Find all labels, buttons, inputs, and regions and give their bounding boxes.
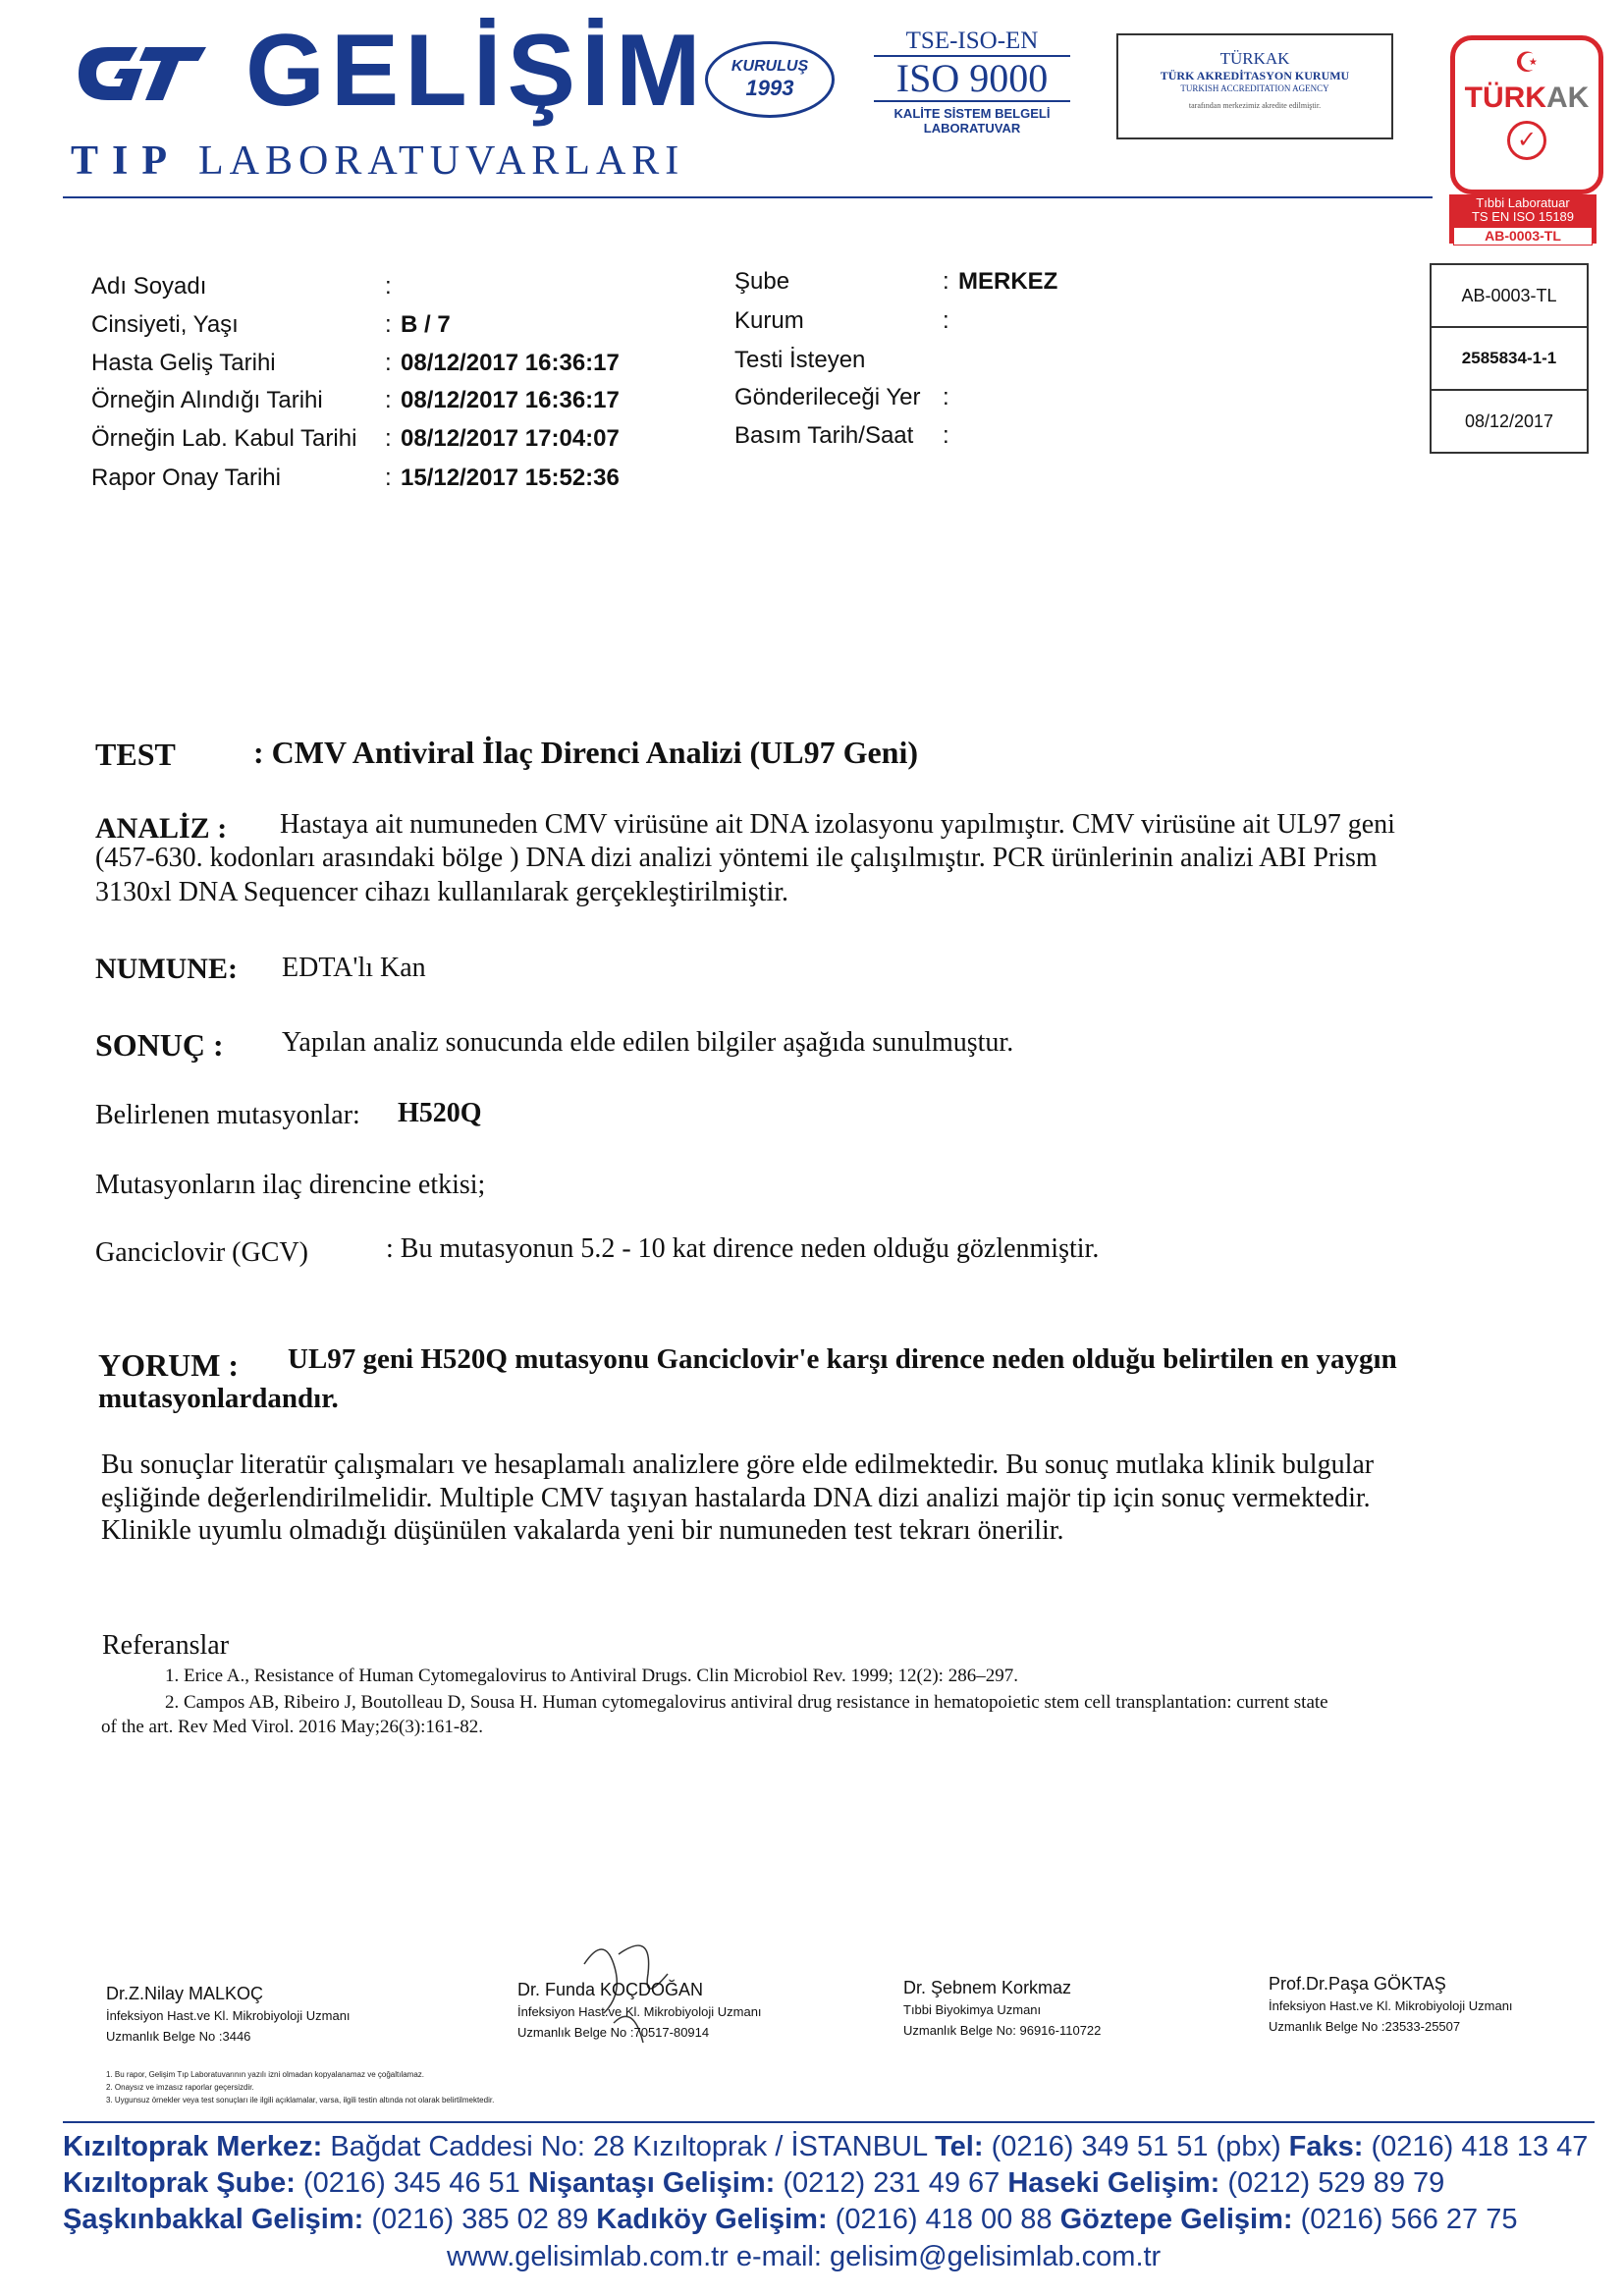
sample-date: 08/12/2017 [1464, 411, 1554, 431]
info-colon: : [943, 307, 949, 334]
test-label: TEST [95, 737, 176, 772]
signature-1 [106, 1984, 351, 2044]
info-label: Testi İsteyen [734, 347, 866, 373]
info-value: 08/12/2017 16:36:17 [401, 387, 620, 413]
info-value: 08/12/2017 16:36:17 [401, 350, 620, 376]
signer-name: Dr.Z.Nilay MALKOÇ [106, 1984, 264, 2003]
info-colon: : [943, 422, 949, 449]
info-row-institution [0, 301, 1375, 340]
info-row-requester [0, 341, 1375, 379]
brand-subtitle-tip: TIP [71, 138, 182, 184]
footer-text: (0216) 418 00 88 [827, 2204, 1060, 2235]
yorum-label: YORUM : [98, 1347, 240, 1383]
iso-number: ISO 9000 [874, 57, 1070, 102]
footer-label: Kadıköy Gelişim: [596, 2204, 828, 2235]
info-colon: : [385, 350, 392, 376]
numune-label: NUMUNE: [95, 953, 238, 985]
footer-text: (0216) 385 02 89 [363, 2204, 597, 2235]
sonuc-label: SONUÇ : [95, 1027, 224, 1063]
info-label: Kurum [734, 307, 804, 334]
signer-name: Dr. Şebnem Korkmaz [903, 1978, 1072, 1997]
info-label: Cinsiyeti, Yaşı [91, 311, 239, 338]
crescent-star-icon: ☪ [1514, 48, 1540, 79]
note-line-2: eşliğinde değerlendirilmelidir. Multiple CMV taşıyan hastalarda DNA dizi analizi majör tip için sonuç vermektedir. [101, 1483, 1371, 1513]
yorum-line-1: UL97 geni H520Q mutasyonu Ganciclovir'e karşı dirence neden olduğu belirtilen en yaygın [288, 1343, 1397, 1375]
signer-cert: Uzmanlık Belge No :70517-80914 [517, 2025, 710, 2040]
analiz-line-3: 3130xl DNA Sequencer cihazı kullanılarak gerçekleştirilmiştir. [95, 877, 789, 907]
turkak-standard-label [1449, 194, 1597, 244]
reference-2: 2. Campos AB, Ribeiro J, Boutolleau D, Sousa H. Human cytomegalovirus antiviral drug resistance in hematopoietic stem cell transplantation: current state [165, 1692, 1328, 1713]
footnote: 1. Bu rapor, Gelişim Tıp Laboratuvarının yazılı izni olmadan kopyalanamaz ve çoğaltılamaz. [106, 2070, 425, 2079]
footer-label: Faks: [1288, 2131, 1364, 2162]
reference-2-cont: of the art. Rev Med Virol. 2016 May;26(3):161-82. [101, 1717, 483, 1737]
footer-label: Haseki Gelişim: [1007, 2167, 1220, 2199]
turkak-logo-red: TÜRK [1464, 82, 1546, 114]
info-label: Basım Tarih/Saat [734, 422, 914, 449]
numune-value: EDTA'lı Kan [282, 953, 426, 983]
info-colon: : [385, 425, 392, 452]
footer-text: (0216) 418 13 47 [1363, 2131, 1589, 2162]
turkak-box-agency-en: TURKISH ACCREDITATION AGENCY [1180, 83, 1329, 93]
footer-divider [63, 2121, 1595, 2123]
footer-label: Göztepe Gelişim: [1059, 2204, 1293, 2235]
footer-text: Bağdat Caddesi No: 28 Kızıltoprak / İSTANBUL [322, 2131, 936, 2162]
info-label: Gönderileceği Yer [734, 384, 921, 410]
iso-quality-label: KALİTE SİSTEM BELGELİ [893, 105, 1051, 121]
reference-1: 1. Erice A., Resistance of Human Cytomegalovirus to Antiviral Drugs. Clin Microbiol Rev. 1999; 12(2): 286–297. [165, 1666, 1018, 1686]
info-label: Rapor Onay Tarihi [91, 465, 281, 491]
signature-2 [517, 1980, 762, 2040]
note-line-3: Klinikle uyumlu olmadığı düşünülen vakalarda yeni bir numuneden test tekrarı önerilir. [101, 1515, 1064, 1546]
info-label: Adı Soyadı [91, 273, 207, 300]
footer-line-2 [63, 2167, 1444, 2200]
founded-year: 1993 [745, 76, 794, 100]
info-label: Örneğin Lab. Kabul Tarihi [91, 425, 357, 452]
info-label: Şube [734, 268, 790, 295]
iso-standard-line: TSE-ISO-EN [874, 27, 1070, 57]
turkak-box-note: tarafından merkezimiz akredite edilmiştir. [1188, 101, 1322, 110]
analiz-label: ANALİZ : [95, 812, 228, 845]
drug-label: Ganciclovir (GCV) [95, 1237, 308, 1268]
turkak-box-title: TÜRKAK [1219, 49, 1290, 68]
info-value: 08/12/2017 17:04:07 [401, 425, 620, 452]
founded-badge [705, 41, 835, 118]
info-colon: : [385, 311, 392, 338]
footer-web-email[interactable]: www.gelisimlab.com.tr e-mail: gelisim@gelisimlab.com.tr [447, 2241, 1162, 2272]
brand-subtitle-lab: LABORATUVARLARI [198, 138, 685, 184]
mutation-value: H520Q [398, 1098, 482, 1128]
turkak-red-code: AB-0003-TL [1453, 227, 1593, 246]
signer-cert: Uzmanlık Belge No: 96916-110722 [903, 2023, 1102, 2038]
footer-label: Kızıltoprak Şube: [63, 2167, 296, 2199]
footnotes [106, 2068, 494, 2106]
analiz-line-1: Hastaya ait numuneden CMV virüsüne ait DNA izolasyonu yapılmıştır. CMV virüsüne ait UL97 geni [280, 809, 1395, 840]
info-row-branch [0, 262, 1375, 301]
footer-text: (0216) 345 46 51 [295, 2167, 528, 2199]
info-row-print-date [0, 416, 1375, 455]
footer-label: Tel: [935, 2131, 984, 2162]
info-colon: : [385, 465, 392, 491]
info-label: Örneğin Alındığı Tarihi [91, 387, 323, 413]
sample-number: 2585834-1-1 [1432, 328, 1587, 391]
sample-info-box [1430, 263, 1589, 454]
signer-cert: Uzmanlık Belge No :3446 [106, 2029, 251, 2044]
yorum-line-2: mutasyonlardandır. [98, 1383, 339, 1414]
accreditation-code: AB-0003-TL [1432, 265, 1587, 328]
footer-text: (0216) 349 51 51 (pbx) [983, 2131, 1289, 2162]
brand-logo-mark [69, 39, 206, 108]
references-title: Referanslar [102, 1630, 230, 1661]
iso-lab-label: LABORATUVAR [923, 120, 1021, 136]
info-colon: : [943, 268, 949, 295]
info-colon: : [943, 384, 949, 410]
checkmark-icon: ✓ [1507, 121, 1546, 160]
info-value: 15/12/2017 15:52:36 [401, 465, 620, 491]
sonuc-value: Yapılan analiz sonucunda elde edilen bilgiler aşağıda sunulmuştur. [282, 1027, 1014, 1058]
drug-effect: : Bu mutasyonun 5.2 - 10 kat dirence neden olduğu gözlenmiştir. [386, 1233, 1100, 1264]
signature-3 [903, 1978, 1101, 2038]
footer-line-1 [63, 2131, 1588, 2163]
effect-label: Mutasyonların ilaç direncine etkisi; [95, 1170, 486, 1200]
footer-text: (0212) 529 89 79 [1219, 2167, 1445, 2199]
footnote: 3. Uygunsuz örnekler veya test sonuçları ile ilgili açıklamalar, varsa, ilgili testin altında not olarak belirtilmektedir. [106, 2096, 495, 2105]
brand-name: GELİŞİM [245, 14, 707, 128]
info-colon: : [385, 273, 392, 300]
turkak-logo [1450, 35, 1603, 194]
info-row-destination [0, 378, 1375, 416]
turkak-red-line2: TS EN ISO 15189 [1471, 209, 1575, 224]
turkak-red-line1: Tıbbi Laboratuar [1476, 195, 1570, 210]
signer-role: İnfeksiyon Hast.ve Kl. Mikrobiyoloji Uzmanı [106, 2008, 351, 2023]
footer-label: Nişantaşı Gelişim: [527, 2167, 776, 2199]
turkak-logo-gray: AK [1545, 82, 1590, 114]
mutation-label: Belirlenen mutasyonlar: [95, 1100, 360, 1130]
footer-text: (0216) 566 27 75 [1292, 2204, 1518, 2235]
founded-label: KURULUŞ [731, 58, 809, 75]
patient-row-report-approval [0, 459, 687, 497]
header-divider [63, 196, 1433, 198]
iso-certification [874, 27, 1070, 136]
info-label: Hasta Geliş Tarihi [91, 350, 276, 376]
info-value: MERKEZ [958, 268, 1058, 295]
note-line-1: Bu sonuçlar literatür çalışmaları ve hesaplamalı analizlere göre elde edilmektedir. Bu sonuç mutlaka klinik bulgular [101, 1449, 1375, 1480]
signer-name: Dr. Funda KOÇDOĞAN [517, 1980, 704, 1999]
signer-name: Prof.Dr.Paşa GÖKTAŞ [1269, 1974, 1446, 1994]
analiz-line-2: (457-630. kodonları arasındaki bölge ) DNA dizi analizi yöntemi ile çalışılmıştır. PCR ürünlerinin analizi ABI Prism [95, 843, 1378, 873]
signature-4 [1269, 1974, 1513, 2034]
info-colon: : [385, 387, 392, 413]
signer-role: İnfeksiyon Hast.ve Kl. Mikrobiyoloji Uzmanı [517, 2004, 762, 2019]
info-value: B / 7 [401, 311, 451, 338]
signer-role: İnfeksiyon Hast.ve Kl. Mikrobiyoloji Uzmanı [1269, 1998, 1513, 2013]
signer-cert: Uzmanlık Belge No :23533-25507 [1269, 2019, 1461, 2034]
footer-line-3 [63, 2204, 1517, 2236]
footnote: 2. Onaysız ve imzasız raporlar geçersizdir. [106, 2083, 254, 2092]
footer-label: Kızıltoprak Merkez: [63, 2131, 323, 2162]
signer-role: Tıbbi Biyokimya Uzmanı [903, 2002, 1042, 2017]
brand-subtitle [71, 137, 684, 185]
test-name: : CMV Antiviral İlaç Direnci Analizi (UL97 Geni) [253, 735, 918, 770]
turkak-accreditation-box [1116, 33, 1393, 139]
footer-text: (0212) 231 49 67 [775, 2167, 1008, 2199]
turkak-box-agency-tr: TÜRK AKREDİTASYON KURUMU [1160, 69, 1350, 82]
footer-label: Şaşkınbakkal Gelişim: [63, 2204, 364, 2235]
